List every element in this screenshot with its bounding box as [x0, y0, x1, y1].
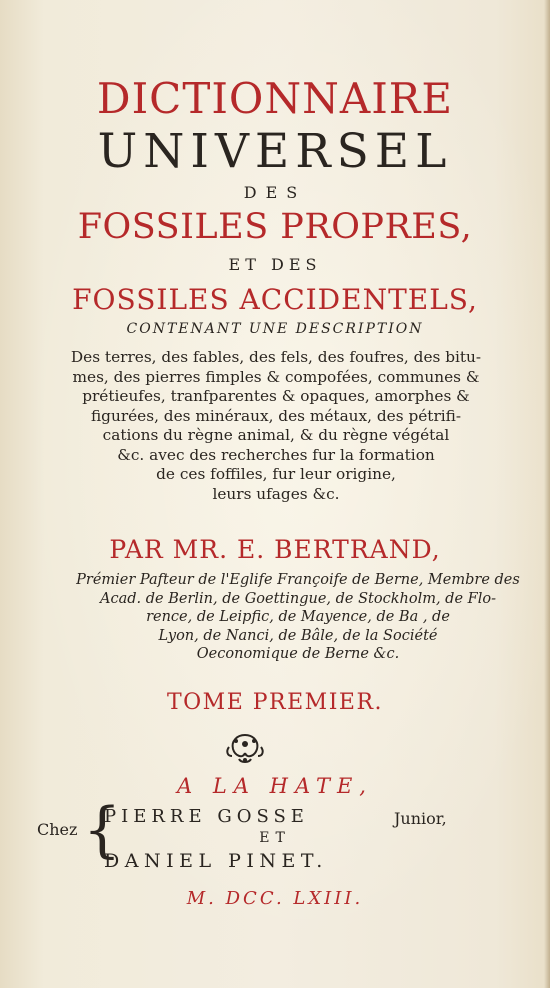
title-line-et-des: ET DES: [228, 255, 322, 274]
description-line: Des terres, des fables, des fels, des foufres, des bitu-: [70, 348, 482, 366]
fleuron-ornament-icon: [223, 729, 267, 765]
description-line: prétieufes, tranfparentes & opaques, amorphes &: [82, 387, 470, 405]
description-line: mes, des pierres fimples & compofées, communes &: [72, 367, 480, 386]
description-line: cations du règne animal, & du règne végétal: [102, 426, 450, 444]
imprint-publisher-pierre-gosse: PIERRE GOSSE: [104, 806, 309, 827]
imprint-date: M. DCC. LXIII.: [186, 888, 364, 909]
affiliation-line: Prémier Pafteur de l'Eglife Françoife de Berne, Membre des: [76, 572, 520, 588]
description-line: leurs ufages &c.: [212, 484, 340, 503]
imprint-et: ET: [259, 830, 291, 846]
imprint-publisher-daniel-pinet: DANIEL PINET.: [104, 850, 328, 872]
description-line: &c. avec des recherches fur la formation: [117, 445, 435, 464]
affiliation-line: Acad. de Berlin, de Goettingue, de Stockholm, de Flo-: [100, 590, 496, 607]
author-byline: PAR MR. E. BERTRAND,: [109, 535, 441, 564]
brace-icon: {: [83, 795, 122, 865]
imprint-junior: Junior,: [394, 809, 447, 828]
affiliation-line: rence, de Leipfic, de Mayence, de Ba , de: [146, 609, 450, 625]
title-line-universel: UNIVERSEL: [97, 124, 453, 179]
imprint-place: A LA HATE,: [177, 774, 373, 798]
title-line-fossiles-accidentels: FOSSILES ACCIDENTELS,: [72, 283, 478, 316]
author-affiliation: [58, 571, 538, 664]
affiliation-line: Oeconomique de Berne &c.: [196, 646, 400, 662]
description-line: de ces foffiles, fur leur origine,: [156, 465, 396, 483]
tome-label: TOME PREMIER.: [166, 690, 384, 715]
title-line-des: DES: [243, 183, 307, 202]
description-block: [60, 348, 492, 504]
title-line-fossiles-propres: FOSSILES PROPRES,: [77, 207, 473, 247]
title-line-contenant: CONTENANT UNE DESCRIPTION: [126, 321, 424, 337]
title-line-dictionnaire: DICTIONNAIRE: [96, 74, 454, 123]
description-line: figurées, des minéraux, des métaux, des pétrifi-: [90, 406, 462, 425]
imprint-chez: Chez: [37, 820, 78, 839]
affiliation-line: Lyon, de Nanci, de Bâle, de la Société: [158, 627, 438, 644]
